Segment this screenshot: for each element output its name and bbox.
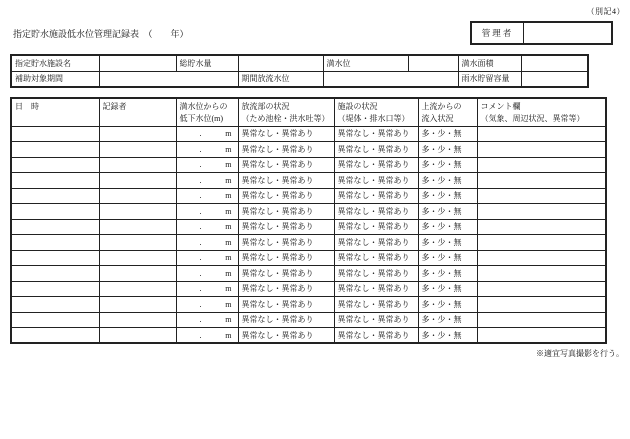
cell-comment-field[interactable] — [477, 219, 606, 235]
cell-recorder-field[interactable] — [99, 142, 176, 158]
decimal-point: . — [199, 237, 202, 247]
cell-datetime-field[interactable] — [11, 297, 99, 313]
header-inflow-line2: 流入状況 — [421, 114, 454, 123]
record-row — [11, 188, 606, 204]
cell-outlet-status-options: 異常なし・異常あり — [238, 281, 334, 297]
cell-datetime-field[interactable] — [11, 235, 99, 251]
cell-recorder-field[interactable] — [99, 328, 176, 344]
header-datetime: 日 時 — [11, 98, 99, 126]
cell-water-drop-field[interactable] — [176, 126, 238, 142]
cell-water-drop-field[interactable] — [176, 173, 238, 189]
cell-inflow-status-options: 多・少・無 — [418, 312, 477, 328]
meter-unit: m — [225, 191, 232, 201]
meter-unit: m — [225, 268, 232, 278]
cell-datetime-field[interactable] — [11, 250, 99, 266]
manager-box — [470, 21, 613, 45]
water-drop-entry — [180, 284, 236, 293]
water-drop-entry — [180, 176, 236, 185]
cell-comment-field[interactable] — [477, 297, 606, 313]
decimal-point: . — [199, 144, 202, 154]
cell-water-drop-field[interactable] — [176, 235, 238, 251]
cell-comment-field[interactable] — [477, 266, 606, 282]
header-outlet — [238, 98, 334, 126]
header-facility-line1: 施設の状況 — [337, 102, 378, 111]
cell-water-drop-field[interactable] — [176, 328, 238, 344]
cell-water-drop-field[interactable] — [176, 297, 238, 313]
header-water-drop-line1: 満水位からの — [179, 102, 228, 111]
record-row — [11, 281, 606, 297]
cell-inflow-status-options: 多・少・無 — [418, 297, 477, 313]
record-row — [11, 204, 606, 220]
cell-comment-field[interactable] — [477, 328, 606, 344]
cell-outlet-status-options: 異常なし・異常あり — [238, 173, 334, 189]
decimal-point: . — [199, 191, 202, 201]
header-outlet-line2: （ため池栓・洪水吐等） — [241, 114, 330, 123]
header-water-drop — [176, 98, 238, 126]
cell-recorder-field[interactable] — [99, 312, 176, 328]
meter-unit: m — [225, 237, 232, 247]
cell-inflow-status-options: 多・少・無 — [418, 266, 477, 282]
decimal-point: . — [199, 206, 202, 216]
water-drop-entry — [180, 253, 236, 262]
cell-comment-field[interactable] — [477, 188, 606, 204]
cell-recorder-field[interactable] — [99, 266, 176, 282]
cell-facility-status-options: 異常なし・異常あり — [334, 204, 418, 220]
cell-outlet-status-options: 異常なし・異常あり — [238, 328, 334, 344]
cell-facility-status-options: 異常なし・異常あり — [334, 235, 418, 251]
cell-comment-field[interactable] — [477, 157, 606, 173]
cell-facility-status-options: 異常なし・異常あり — [334, 126, 418, 142]
full-water-level-label: 満水位 — [323, 55, 408, 71]
cell-comment-field[interactable] — [477, 142, 606, 158]
water-drop-entry — [180, 207, 236, 216]
record-row — [11, 126, 606, 142]
header-water-drop-line2: 低下水位(m) — [179, 114, 224, 123]
record-table-body — [11, 126, 606, 343]
facility-info-table — [10, 54, 589, 88]
cell-facility-status-options: 異常なし・異常あり — [334, 297, 418, 313]
meter-unit: m — [225, 253, 232, 263]
cell-outlet-status-options: 異常なし・異常あり — [238, 266, 334, 282]
cell-inflow-status-options: 多・少・無 — [418, 204, 477, 220]
header-inflow — [418, 98, 477, 126]
cell-water-drop-field[interactable] — [176, 219, 238, 235]
water-drop-entry — [180, 129, 236, 138]
meter-unit: m — [225, 299, 232, 309]
cell-inflow-status-options: 多・少・無 — [418, 250, 477, 266]
cell-inflow-status-options: 多・少・無 — [418, 219, 477, 235]
info-row-2 — [11, 71, 588, 87]
cell-comment-field[interactable] — [477, 126, 606, 142]
cell-facility-status-options: 異常なし・異常あり — [334, 219, 418, 235]
cell-comment-field[interactable] — [477, 250, 606, 266]
facility-name-field[interactable] — [99, 55, 176, 71]
header-recorder: 記録者 — [99, 98, 176, 126]
cell-datetime-field[interactable] — [11, 126, 99, 142]
cell-recorder-field[interactable] — [99, 235, 176, 251]
cell-water-drop-field[interactable] — [176, 157, 238, 173]
total-storage-label: 総貯水量 — [176, 55, 238, 71]
cell-outlet-status-options: 異常なし・異常あり — [238, 204, 334, 220]
cell-comment-field[interactable] — [477, 204, 606, 220]
photo-note: ※適宜写真撮影を行う。 — [536, 349, 624, 358]
water-drop-entry — [180, 160, 236, 169]
cell-water-drop-field[interactable] — [176, 142, 238, 158]
decimal-point: . — [199, 268, 202, 278]
cell-inflow-status-options: 多・少・無 — [418, 126, 477, 142]
cell-recorder-field[interactable] — [99, 281, 176, 297]
decimal-point: . — [199, 175, 202, 185]
full-water-area-label: 満水面積 — [458, 55, 521, 71]
water-drop-entry — [180, 331, 236, 340]
decimal-point: . — [199, 222, 202, 232]
full-water-area-field[interactable] — [521, 55, 588, 71]
cell-facility-status-options: 異常なし・異常あり — [334, 312, 418, 328]
cell-facility-status-options: 異常なし・異常あり — [334, 281, 418, 297]
cell-comment-field[interactable] — [477, 281, 606, 297]
cell-recorder-field[interactable] — [99, 157, 176, 173]
cell-inflow-status-options: 多・少・無 — [418, 281, 477, 297]
decimal-point: . — [199, 330, 202, 340]
cell-datetime-field[interactable] — [11, 142, 99, 158]
manager-label: 管理者 — [472, 23, 524, 43]
water-drop-entry — [180, 238, 236, 247]
cell-facility-status-options: 異常なし・異常あり — [334, 250, 418, 266]
header-outlet-line1: 放流部の状況 — [241, 102, 290, 111]
decimal-point: . — [199, 160, 202, 170]
water-drop-entry — [180, 315, 236, 324]
cell-inflow-status-options: 多・少・無 — [418, 235, 477, 251]
rainwater-capacity-label: 雨水貯留容量 — [458, 71, 521, 87]
discharge-level-field[interactable] — [323, 71, 458, 87]
meter-unit: m — [225, 129, 232, 139]
cell-water-drop-field[interactable] — [176, 250, 238, 266]
cell-comment-field[interactable] — [477, 235, 606, 251]
cell-datetime-field[interactable] — [11, 312, 99, 328]
cell-outlet-status-options: 異常なし・異常あり — [238, 157, 334, 173]
water-drop-entry — [180, 222, 236, 231]
record-row — [11, 173, 606, 189]
cell-facility-status-options: 異常なし・異常あり — [334, 157, 418, 173]
cell-recorder-field[interactable] — [99, 250, 176, 266]
header-comment-line2: （気象、周辺状況、異常等） — [480, 114, 585, 123]
cell-datetime-field[interactable] — [11, 281, 99, 297]
meter-unit: m — [225, 144, 232, 154]
cell-outlet-status-options: 異常なし・異常あり — [238, 142, 334, 158]
subsidy-period-label: 補助対象期間 — [11, 71, 99, 87]
header-facility-line2: （堤体・排水口等） — [337, 114, 410, 123]
header-facility — [334, 98, 418, 126]
cell-inflow-status-options: 多・少・無 — [418, 328, 477, 344]
cell-datetime-field[interactable] — [11, 188, 99, 204]
record-row — [11, 157, 606, 173]
cell-recorder-field[interactable] — [99, 297, 176, 313]
decimal-point: . — [199, 299, 202, 309]
cell-outlet-status-options: 異常なし・異常あり — [238, 297, 334, 313]
decimal-point: . — [199, 284, 202, 294]
cell-datetime-field[interactable] — [11, 219, 99, 235]
cell-outlet-status-options: 異常なし・異常あり — [238, 250, 334, 266]
total-storage-field[interactable] — [238, 55, 323, 71]
meter-unit: m — [225, 315, 232, 325]
cell-water-drop-field[interactable] — [176, 204, 238, 220]
cell-outlet-status-options: 異常なし・異常あり — [238, 235, 334, 251]
cell-facility-status-options: 異常なし・異常あり — [334, 266, 418, 282]
cell-outlet-status-options: 異常なし・異常あり — [238, 126, 334, 142]
decimal-point: . — [199, 253, 202, 263]
record-row — [11, 250, 606, 266]
cell-outlet-status-options: 異常なし・異常あり — [238, 312, 334, 328]
cell-recorder-field[interactable] — [99, 188, 176, 204]
cell-water-drop-field[interactable] — [176, 188, 238, 204]
cell-inflow-status-options: 多・少・無 — [418, 157, 477, 173]
record-row — [11, 297, 606, 313]
cell-comment-field[interactable] — [477, 173, 606, 189]
subsidy-period-field[interactable] — [99, 71, 238, 87]
cell-water-drop-field[interactable] — [176, 312, 238, 328]
meter-unit: m — [225, 284, 232, 294]
record-table-header-row — [11, 98, 606, 126]
record-table — [10, 97, 607, 344]
cell-facility-status-options: 異常なし・異常あり — [334, 188, 418, 204]
meter-unit: m — [225, 206, 232, 216]
cell-recorder-field[interactable] — [99, 173, 176, 189]
record-row — [11, 312, 606, 328]
cell-outlet-status-options: 異常なし・異常あり — [238, 219, 334, 235]
cell-datetime-field[interactable] — [11, 328, 99, 344]
water-drop-entry — [180, 145, 236, 154]
header-comment — [477, 98, 606, 126]
cell-recorder-field[interactable] — [99, 219, 176, 235]
info-row-1 — [11, 55, 588, 71]
rainwater-capacity-field[interactable] — [521, 71, 588, 87]
meter-unit: m — [225, 330, 232, 340]
record-row — [11, 266, 606, 282]
meter-unit: m — [225, 160, 232, 170]
cell-inflow-status-options: 多・少・無 — [418, 173, 477, 189]
cell-recorder-field[interactable] — [99, 126, 176, 142]
cell-facility-status-options: 異常なし・異常あり — [334, 173, 418, 189]
manager-value-field[interactable] — [524, 23, 611, 43]
cell-facility-status-options: 異常なし・異常あり — [334, 328, 418, 344]
cell-inflow-status-options: 多・少・無 — [418, 188, 477, 204]
form-number-note: （別記4） — [586, 7, 625, 16]
cell-water-drop-field[interactable] — [176, 281, 238, 297]
water-drop-entry — [180, 269, 236, 278]
decimal-point: . — [199, 315, 202, 325]
cell-recorder-field[interactable] — [99, 204, 176, 220]
discharge-level-label: 期間放流水位 — [238, 71, 323, 87]
cell-datetime-field[interactable] — [11, 266, 99, 282]
cell-datetime-field[interactable] — [11, 204, 99, 220]
record-row — [11, 219, 606, 235]
header-comment-line1: コメント欄 — [480, 102, 521, 111]
cell-comment-field[interactable] — [477, 312, 606, 328]
cell-facility-status-options: 異常なし・異常あり — [334, 142, 418, 158]
meter-unit: m — [225, 222, 232, 232]
page-title: 指定貯水施設低水位管理記録表 （ 年） — [13, 29, 189, 39]
cell-water-drop-field[interactable] — [176, 266, 238, 282]
header-inflow-line1: 上流からの — [421, 102, 462, 111]
cell-outlet-status-options: 異常なし・異常あり — [238, 188, 334, 204]
water-drop-entry — [180, 191, 236, 200]
decimal-point: . — [199, 129, 202, 139]
cell-datetime-field[interactable] — [11, 173, 99, 189]
record-row — [11, 328, 606, 344]
record-row — [11, 142, 606, 158]
cell-datetime-field[interactable] — [11, 157, 99, 173]
full-water-level-field[interactable] — [408, 55, 458, 71]
meter-unit: m — [225, 175, 232, 185]
water-drop-entry — [180, 300, 236, 309]
cell-inflow-status-options: 多・少・無 — [418, 142, 477, 158]
record-row — [11, 235, 606, 251]
facility-name-label: 指定貯水施設名 — [11, 55, 99, 71]
